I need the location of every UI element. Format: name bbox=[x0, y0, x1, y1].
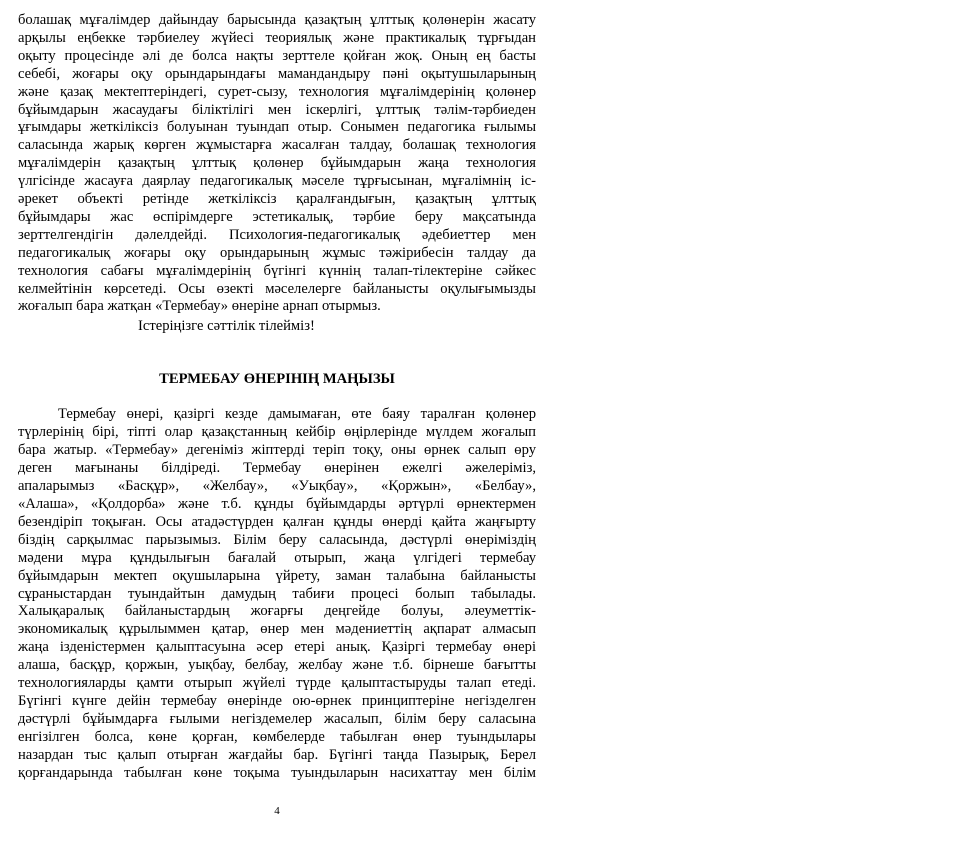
text-line: саласында жарық көрген жұмыстарға жасалған талдау, болашақ технология bbox=[18, 137, 536, 154]
text-line: үлгісінде жасауға даярлау педагогикалық мәселе тұрғысынан, мұғалімнің іс- bbox=[18, 173, 536, 190]
text-line: зерттелгендігін дәлелдейді. Психология-педагогикалық әдебиеттер мен bbox=[18, 226, 536, 243]
text-line: себебі, жоғары оқу орындарындағы мамандандыру пәні оқытушыларының bbox=[18, 65, 536, 82]
text-line: алаша, басқұр, қоржын, уықбау, белбау, желбау және т.б. бірнеше бағытты bbox=[18, 657, 536, 674]
text-line: бара жатыр. «Термебау» дегеніміз жіптерді теріп тоқу, оны өрнек салып өру bbox=[18, 441, 536, 458]
text-line: бұйымдарын мектеп оқушыларына үйрету, заман талабына байланысты bbox=[18, 567, 536, 584]
text-line: әрекет объекті ретінде жеткіліксіз қаралғандығын, қазақтың ұлттық bbox=[18, 191, 536, 207]
text-line: ұғымдары жеткіліксіз болуынан туындап отыр. Сонымен педагогика ғылымы bbox=[18, 119, 536, 136]
text-line: технологияларды қамти отырып жүйелі түрде қалыптастыруды талап етеді. bbox=[18, 675, 536, 692]
text-line: Термебау өнері, қазіргі кезде дамымаған, өте баяу таралған қолөнер bbox=[58, 406, 536, 422]
text-line: жоғалып бара жатқан «Термебау» өнеріне арнап отырмыз. bbox=[18, 298, 381, 315]
text-line: экономикалық құрылыммен қатар, өнер мен мәдениеттің ақпарат алмасып bbox=[18, 621, 536, 638]
text-line: бұйымдары жас өспірімдерге эстетикалық, тәрбие беру мақсатында bbox=[18, 208, 536, 225]
text-line: безендіріп тоқыған. Осы атадәстүрден қалған құнды өнерді қайта жаңғырту bbox=[18, 513, 536, 530]
text-line: апаларымыз «Басқұр», «Желбау», «Уықбау», «Қоржын», «Белбау», bbox=[18, 477, 536, 494]
text-line: мәдени мұра құндылығын бағалай отырып, жаңа үлгідегі термебау bbox=[18, 549, 536, 566]
text-line: енгізілген болса, көне қорған, көмбелерде табылған өнер туындылары bbox=[18, 729, 536, 746]
document-page bbox=[18, 0, 536, 851]
text-line: мұғалімдерін қазақтың ұлттық қолөнер бұйымдарын жаңа технология bbox=[18, 155, 536, 172]
text-line: бұйымдарын жасаудағы біліктілігі мен іскерлігі, ұлттық тәлім-тәрбиеден bbox=[18, 101, 536, 118]
section-heading: ТЕРМЕБАУ ӨНЕРІНІҢ МАҢЫЗЫ bbox=[159, 371, 395, 387]
text-line: арқылы еңбекке тәрбиелеу жүйесі теориялық және практикалық тұрғыдан bbox=[18, 29, 536, 46]
page-number: 4 bbox=[274, 805, 280, 817]
text-line: және қазақ мектептеріндегі, сурет-сызу, технология мұғалімдерінің қолөнер bbox=[18, 83, 536, 100]
text-line: технология сабағы мұғалімдерінің бүгінгі күннің талап-тілектеріне сәйкес bbox=[18, 262, 536, 279]
text-line: оқыту процесінде әлі де болса нақты зерттеле қойған жоқ. Оның ең басты bbox=[18, 47, 536, 64]
text-line: сұраныстардан туындайтын дамудың табиғи процесі болып табылады. bbox=[18, 585, 536, 602]
text-line: Бүгінгі күнге дейін термебау өнерінде ою-өрнек принциптеріне негізделген bbox=[18, 693, 536, 710]
text-line: түрлерінің бірі, тіпті олар қазақстанның кейбір өңірлерінде мүлдем жоғалып bbox=[18, 423, 536, 440]
text-line: деген мағынаны білдіреді. Термебау өнерінен ежелгі әжелеріміз, bbox=[18, 459, 536, 476]
text-line: педагогикалық жоғары оқу орындарының жұмыс тәжірибесін талдау да bbox=[18, 244, 536, 261]
text-line: жаңа ізденістермен қалыптасуына әсер етері анық. Қазіргі термебау өнері bbox=[18, 639, 536, 656]
text-line: дәстүрлі бұйымдарға ғылыми негіздемелер жасалып, білім беру саласына bbox=[18, 711, 536, 728]
text-line: Халықаралық байланыстардың жоғарғы деңгейде болуы, әлеуметтік- bbox=[18, 603, 536, 620]
text-line: болашақ мұғалімдер дайындау барысында қазақтың ұлттық қолөнерін жасату bbox=[18, 12, 536, 28]
text-line: қорғандарында табылған көне тоқыма туындыларын насихаттау мен білім bbox=[18, 765, 536, 781]
closing-wish: Істеріңізге сәттілік тілейміз! bbox=[138, 318, 315, 334]
text-line: назардан тыс қалып отырған жағдайы бар. Бүгінгі таңда Пазырық, Берел bbox=[18, 747, 536, 764]
text-line: «Алаша», «Қолдорба» және т.б. құнды бұйымдарды әртүрлі өрнектермен bbox=[18, 495, 536, 512]
text-line: біздің сарқылмас парызымыз. Білім беру саласында, дәстүрлі өнеріміздің bbox=[18, 531, 536, 548]
text-line: келмейтінін көрсетеді. Осы өзекті мәселелерге байланысты оқулығымызды bbox=[18, 280, 536, 297]
